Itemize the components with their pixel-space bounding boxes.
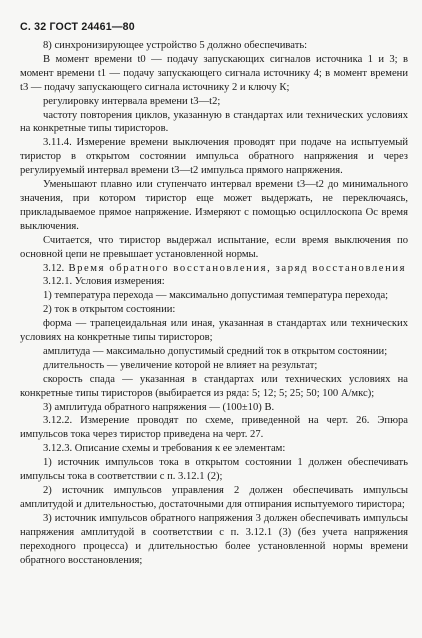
document-body: [20, 39, 408, 567]
section-title: Время обратного восстановления, заряд восстановления: [68, 262, 407, 274]
paragraph-p09: 3.12.1. Условия измерения:: [43, 276, 165, 288]
paragraph-p04: частоту повторения циклов, указанную в стандартах или технических условиях на конкретные типы тиристоров.: [20, 109, 408, 135]
page-header: С. 32 ГОСТ 24461—80: [20, 21, 135, 33]
paragraph-p19: 1) источник импульсов тока в открытом состоянии 1 должен обеспечивать импульсы тока в соответствии с п. 3.12.1 (2);: [20, 457, 408, 483]
paragraph-p05: 3.11.4. Измерение времени выключения проводят при подаче на испытуемый тиристор в открытом состоянии импульса обратного напряжения и через регулируемый интервал времени t3—t2 импульса прямого напряжения.: [20, 137, 408, 177]
paragraph-p17: 3.12.2. Измерение проводят по схеме, приведенной на черт. 26. Эпюра импульсов тока через тиристор приведена на черт. 27.: [20, 415, 408, 441]
paragraph-p12: форма — трапецеидальная или иная, указанная в стандартах или технических условиях на конкретные типы тиристоров;: [20, 318, 408, 344]
paragraph-p07: Считается, что тиристор выдержал испытание, если время выключения по основной цепи не превышает установленной нормы.: [20, 234, 408, 260]
paragraph-p10: 1) температура перехода — максимально допустимая температура перехода;: [43, 290, 389, 302]
paragraph-p14: длительность — увеличение которой не влияет на результат;: [43, 359, 318, 371]
paragraph-p01: 8) синхронизирующее устройство 5 должно обеспечивать:: [43, 40, 308, 51]
paragraph-p18: 3.12.3. Описание схемы и требования к ее элементам:: [43, 443, 286, 455]
paragraph-p15: скорость спада — указанная в стандартах или технических условиях на конкретные типы тиристоров (выбирается из ряда: 5; 12; 5; 25; 50; 100 А/мкс);: [20, 373, 408, 399]
paragraph-p21: 3) источник импульсов обратного напряжения 3 должен обеспечивать импульсы напряжения амплитудой в соответствии с п. 3.12.1 (3) (без учета напряжения переходного процесса) и длительностью более установленной нормы времени обратного восстановления;: [20, 512, 408, 566]
paragraph-p03: регулировку интервала времени t3—t2;: [43, 95, 221, 107]
paragraph-p02: В момент времени t0 — подачу запускающих сигналов источника 1 и 3; в момент времени t1 — подачу запускающего сигнала источнику 4; в момент времени t3 — подачу запускающего сигнала источнику 2 и ключу К;: [20, 53, 408, 93]
paragraph-p11: 2) ток в открытом состоянии:: [43, 304, 176, 316]
section-number: 3.12.: [43, 262, 65, 274]
paragraph-p06: Уменьшают плавно или ступенчато интервал времени t3—t2 до минимального значения, при котором тиристор еще может выдержать, не переключаясь, прикладываемое прямое напряжение. Измеряют с помощью осциллоскопа Ос время выключения.: [20, 179, 408, 232]
paragraph-p20: 2) источник импульсов управления 2 должен обеспечивать импульсы амплитудой и длительностью, достаточными для отпирания испытуемого тиристора;: [20, 485, 408, 510]
section-heading: [20, 262, 408, 276]
paragraph-p16: 3) амплитуда обратного напряжения — (100±10) В.: [43, 401, 275, 413]
paragraph-p13: амплитуда — максимально допустимый средний ток в открытом состоянии;: [43, 345, 388, 357]
